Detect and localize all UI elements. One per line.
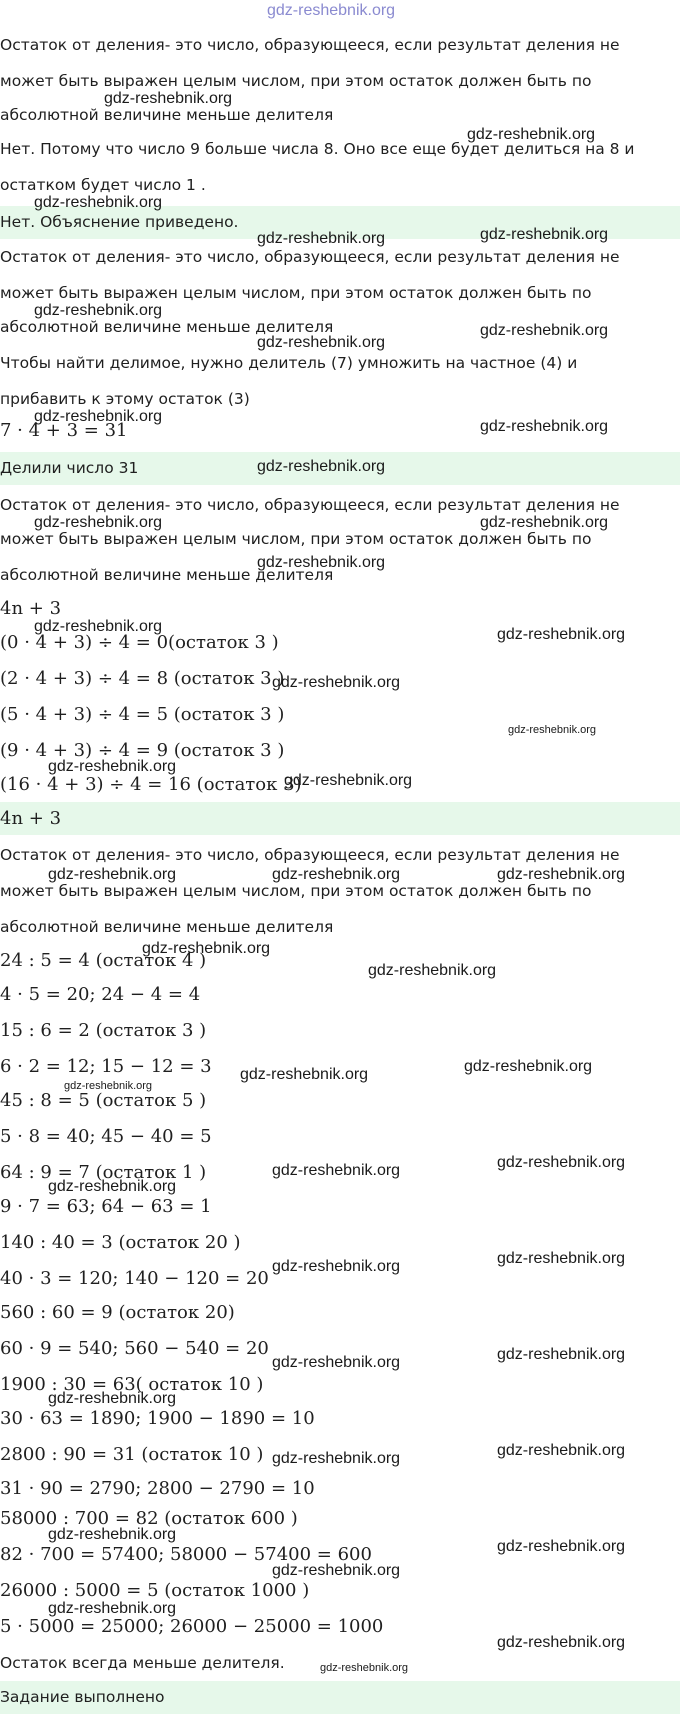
watermark: gdz-reshebnik.org: [48, 1526, 177, 1543]
calc-line-14: 30 · 63 = 1890; 1900 − 1890 = 10: [0, 1408, 315, 1429]
watermark: gdz-reshebnik.org: [48, 866, 177, 883]
task2-definition-line-1: Остаток от деления- это число, образующееся, если результат деления не: [0, 248, 620, 266]
watermark: gdz-reshebnik.org: [272, 1450, 401, 1467]
watermark: gdz-reshebnik.org: [34, 618, 163, 635]
watermark: gdz-reshebnik.org: [497, 1442, 626, 1459]
top-banner: [0, 0, 680, 22]
watermark: gdz-reshebnik.org: [497, 1154, 626, 1171]
watermark: gdz-reshebnik.org: [48, 758, 177, 775]
watermark: gdz-reshebnik.org: [64, 1080, 153, 1092]
watermark: gdz-reshebnik.org: [240, 1066, 369, 1083]
task3-formula: 4n + 3: [0, 598, 62, 619]
watermark: gdz-reshebnik.org: [142, 940, 271, 957]
top-watermark: gdz-reshebnik.org: [267, 2, 396, 19]
calc-line-9: 140 : 40 = 3 (остаток 20 ): [0, 1232, 241, 1253]
task1-definition-line-1: Остаток от деления- это число, образующееся, если результат деления не: [0, 36, 620, 54]
task4-definition-line-2: может быть выражен целым числом, при этом остаток должен быть по: [0, 882, 592, 900]
watermark: gdz-reshebnik.org: [480, 226, 609, 243]
task3-example-1: (0 · 4 + 3) ÷ 4 = 0(остаток 3 ): [0, 632, 279, 653]
watermark: gdz-reshebnik.org: [272, 1162, 401, 1179]
watermark: gdz-reshebnik.org: [272, 674, 401, 691]
watermark: gdz-reshebnik.org: [508, 724, 597, 736]
task4-answer-box: [0, 1681, 680, 1714]
watermark: gdz-reshebnik.org: [467, 126, 596, 143]
watermark: gdz-reshebnik.org: [104, 90, 233, 107]
watermark: gdz-reshebnik.org: [257, 334, 386, 351]
calc-line-6: 5 · 8 = 40; 45 − 40 = 5: [0, 1126, 212, 1147]
watermark: gdz-reshebnik.org: [48, 1390, 177, 1407]
task1-explanation-line-1: Нет. Потому что число 9 больше числа 8. Оно все еще будет делиться на 8 и: [0, 140, 635, 158]
task3-example-4: (9 · 4 + 3) ÷ 4 = 9 (остаток 3 ): [0, 740, 285, 761]
task4-definition-line-1: Остаток от деления- это число, образующееся, если результат деления не: [0, 846, 620, 864]
watermark: gdz-reshebnik.org: [464, 1058, 593, 1075]
watermark: gdz-reshebnik.org: [284, 772, 413, 789]
task2-definition-line-3: абсолютной величине меньше делителя: [0, 318, 334, 336]
calc-line-8: 9 · 7 = 63; 64 − 63 = 1: [0, 1196, 212, 1217]
watermark: gdz-reshebnik.org: [272, 1354, 401, 1371]
watermark: gdz-reshebnik.org: [34, 302, 163, 319]
task1-explanation-line-2: остатком будет число 1 .: [0, 176, 206, 194]
task2-answer-text: Делили число 31: [0, 459, 139, 477]
task2-definition-line-2: может быть выражен целым числом, при этом остаток должен быть по: [0, 284, 592, 302]
watermark: gdz-reshebnik.org: [257, 458, 386, 475]
watermark: gdz-reshebnik.org: [48, 1178, 177, 1195]
calc-line-4: 6 · 2 = 12; 15 − 12 = 3: [0, 1056, 212, 1077]
calc-line-13: 1900 : 30 = 63( остаток 10 ): [0, 1374, 264, 1395]
calc-line-2: 4 · 5 = 20; 24 − 4 = 4: [0, 984, 201, 1005]
watermark: gdz-reshebnik.org: [480, 418, 609, 435]
watermark: gdz-reshebnik.org: [368, 962, 497, 979]
task3-example-3: (5 · 4 + 3) ÷ 4 = 5 (остаток 3 ): [0, 704, 285, 725]
task3-definition-line-3: абсолютной величине меньше делителя: [0, 566, 334, 584]
calc-line-16: 31 · 90 = 2790; 2800 − 2790 = 10: [0, 1478, 315, 1499]
watermark: gdz-reshebnik.org: [257, 230, 386, 247]
task2-explanation-line-2: прибавить к этому остаток (3): [0, 390, 250, 408]
calc-line-5: 45 : 8 = 5 (остаток 5 ): [0, 1090, 207, 1111]
watermark: gdz-reshebnik.org: [257, 554, 386, 571]
task3-answer-box: [0, 802, 680, 835]
task1-definition-line-2: может быть выражен целым числом, при этом остаток должен быть по: [0, 72, 592, 90]
calc-line-15: 2800 : 90 = 31 (остаток 10 ): [0, 1444, 264, 1465]
watermark: gdz-reshebnik.org: [497, 1634, 626, 1651]
watermark: gdz-reshebnik.org: [34, 194, 163, 211]
calc-line-10: 40 · 3 = 120; 140 − 120 = 20: [0, 1268, 269, 1289]
task3-answer-text: 4n + 3: [0, 808, 62, 829]
task4-definition-line-3: абсолютной величине меньше делителя: [0, 918, 334, 936]
watermark: gdz-reshebnik.org: [497, 1538, 626, 1555]
watermark: gdz-reshebnik.org: [272, 1258, 401, 1275]
watermark: gdz-reshebnik.org: [272, 866, 401, 883]
watermark: gdz-reshebnik.org: [34, 408, 163, 425]
task3-example-5: (16 · 4 + 3) ÷ 4 = 16 (остаток 3): [0, 774, 302, 795]
watermark: gdz-reshebnik.org: [497, 1346, 626, 1363]
watermark: gdz-reshebnik.org: [497, 1250, 626, 1267]
task3-definition-line-1: Остаток от деления- это число, образующееся, если результат деления не: [0, 496, 620, 514]
task1-answer-text: Нет. Объяснение приведено.: [0, 213, 239, 231]
calc-line-17: 58000 : 700 = 82 (остаток 600 ): [0, 1508, 298, 1529]
calc-line-1: 24 : 5 = 4 (остаток 4 ): [0, 950, 207, 971]
watermark: gdz-reshebnik.org: [34, 514, 163, 531]
calc-line-20: 5 · 5000 = 25000; 26000 − 25000 = 1000: [0, 1616, 384, 1637]
watermark: gdz-reshebnik.org: [320, 1662, 409, 1674]
calc-line-19: 26000 : 5000 = 5 (остаток 1000 ): [0, 1580, 310, 1601]
task2-explanation-line-1: Чтобы найти делимое, нужно делитель (7) умножить на частное (4) и: [0, 354, 578, 372]
task4-conclusion: Остаток всегда меньше делителя.: [0, 1654, 285, 1672]
calc-line-3: 15 : 6 = 2 (остаток 3 ): [0, 1020, 207, 1041]
task1-definition-line-3: абсолютной величине меньше делителя: [0, 106, 334, 124]
task2-formula: 7 · 4 + 3 = 31: [0, 420, 128, 441]
watermark: gdz-reshebnik.org: [480, 514, 609, 531]
watermark: gdz-reshebnik.org: [480, 322, 609, 339]
task4-answer-text: Задание выполнено: [0, 1688, 165, 1706]
watermark: gdz-reshebnik.org: [497, 866, 626, 883]
watermark: gdz-reshebnik.org: [48, 1600, 177, 1617]
task3-definition-line-2: может быть выражен целым числом, при этом остаток должен быть по: [0, 530, 592, 548]
task3-example-2: (2 · 4 + 3) ÷ 4 = 8 (остаток 3 ): [0, 668, 285, 689]
watermark: gdz-reshebnik.org: [497, 626, 626, 643]
calc-line-11: 560 : 60 = 9 (остаток 20): [0, 1302, 235, 1323]
watermark: gdz-reshebnik.org: [272, 1562, 401, 1579]
calc-line-12: 60 · 9 = 540; 560 − 540 = 20: [0, 1338, 269, 1359]
calc-line-7: 64 : 9 = 7 (остаток 1 ): [0, 1162, 207, 1183]
calc-line-18: 82 · 700 = 57400; 58000 − 57400 = 600: [0, 1544, 372, 1565]
